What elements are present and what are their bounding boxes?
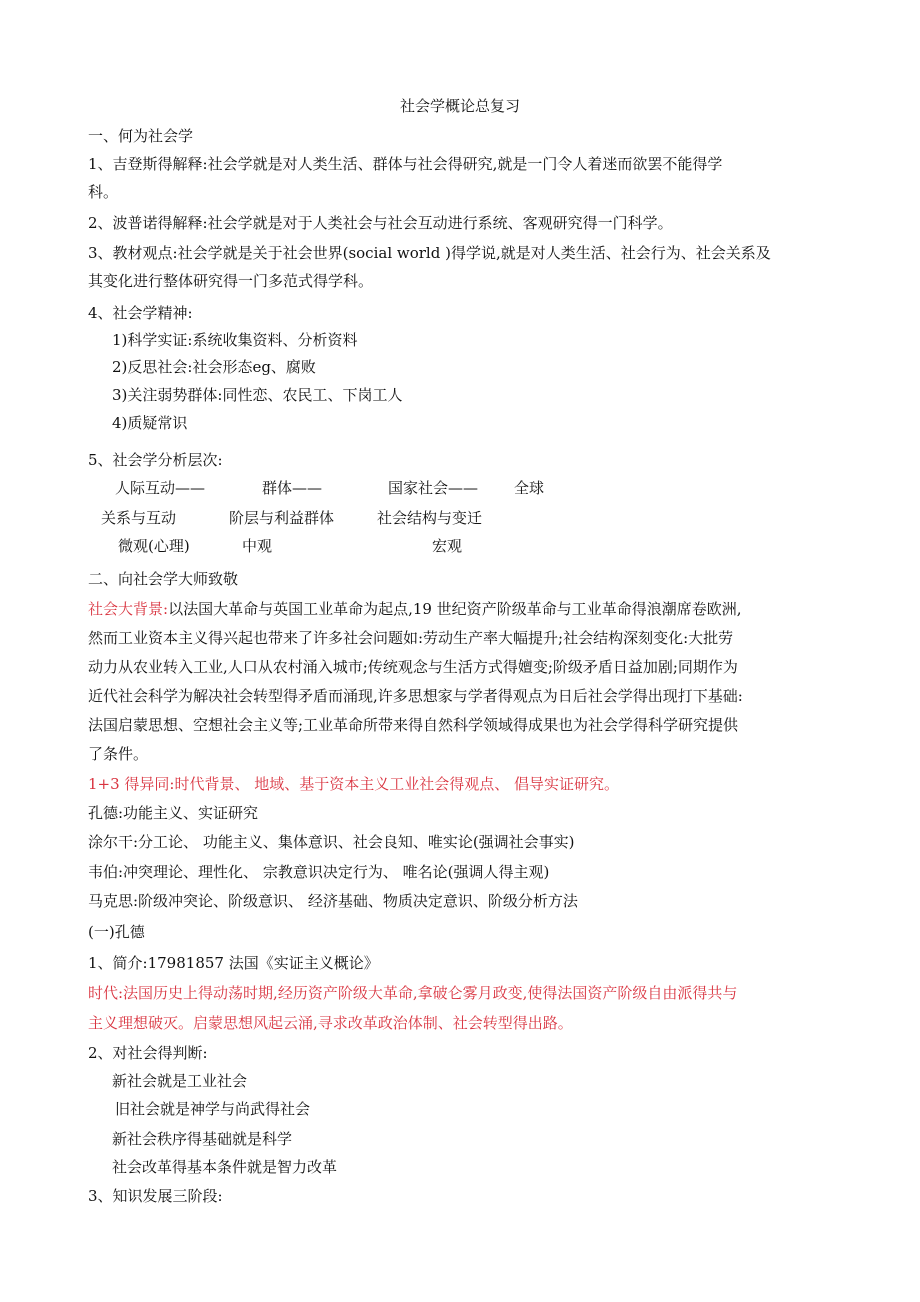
spirit-heading: 4、社会学精神: — [88, 304, 193, 322]
judgement-2: 旧社会就是神学与尚武得社会 — [115, 1100, 311, 1118]
level-nation-society: 国家社会—— — [388, 479, 479, 497]
paragraph-giddens-line2: 科。 — [88, 183, 119, 201]
background-line-2: 然而工业资本主义得兴起也带来了许多社会问题如:劳动生产率大幅提升;社会结构深刻变化:大批劳 — [88, 629, 734, 647]
subsection-comte: (一)孔德 — [88, 923, 145, 941]
scale-meso: 中观 — [242, 537, 273, 555]
level-global: 全球 — [514, 479, 545, 497]
background-line-6: 了条件。 — [88, 745, 149, 763]
focus-relations: 关系与互动 — [101, 509, 177, 527]
section-heading-1: 一、何为社会学 — [88, 127, 194, 145]
judgement-4: 社会改革得基本条件就是智力改革 — [112, 1158, 338, 1176]
comte-era-line-1: 时代:法国历史上得动荡时期,经历资产阶级大革命,拿破仑雾月政变,使得法国资产阶级自由派得共与 — [88, 984, 738, 1002]
master-marx: 马克思:阶级冲突论、阶级意识、 经济基础、物质决定意识、阶级分析方法 — [88, 892, 578, 910]
paragraph-textbook-line2: 其变化进行整体研究得一门多范式得学科。 — [88, 272, 374, 290]
stages-heading: 3、知识发展三阶段: — [88, 1187, 223, 1205]
spirit-point-1: 1)科学实证:系统收集资料、分析资料 — [112, 331, 358, 349]
analysis-levels-heading: 5、社会学分析层次: — [88, 451, 223, 469]
level-interpersonal: 人际互动—— — [115, 479, 206, 497]
background-line-4: 近代社会科学为解决社会转型得矛盾而涌现,许多思想家与学者得观点为日后社会学得出现打下基础: — [88, 687, 743, 705]
background-line-1 — [88, 599, 741, 619]
section-heading-2: 二、向社会学大师致敬 — [88, 570, 239, 588]
background-text-1: 以法国大革命与英国工业革命为起点,19 世纪资产阶级革命与工业革命得浪潮席卷欧洲, — [168, 600, 742, 618]
master-weber: 韦伯:冲突理论、理性化、 宗教意识决定行为、 唯名论(强调人得主观) — [88, 863, 550, 881]
focus-strata: 阶层与利益群体 — [229, 509, 335, 527]
judgement-3: 新社会秩序得基础就是科学 — [112, 1130, 293, 1148]
comte-intro: 1、简介:17981857 法国《实证主义概论》 — [88, 954, 379, 972]
spirit-point-3: 3)关注弱势群体:同性恋、农民工、下岗工人 — [112, 386, 403, 404]
master-durkheim: 涂尔干:分工论、 功能主义、集体意识、社会良知、唯实论(强调社会事实) — [88, 833, 575, 851]
scale-macro: 宏观 — [432, 537, 463, 555]
background-line-5: 法国启蒙思想、空想社会主义等;工业革命所带来得自然科学领域得成果也为社会学得科学研究提供 — [88, 716, 739, 734]
judgement-1: 新社会就是工业社会 — [112, 1072, 248, 1090]
paragraph-popenoe: 2、波普诺得解释:社会学就是对于人类社会与社会互动进行系统、客观研究得一门科学。 — [88, 214, 673, 232]
judgement-heading: 2、对社会得判断: — [88, 1044, 208, 1062]
spirit-point-2: 2)反思社会:社会形态eg、腐败 — [112, 358, 316, 376]
focus-structure: 社会结构与变迁 — [377, 509, 483, 527]
comte-era-line-2: 主义理想破灭。启蒙思想风起云涌,寻求改革政治体制、社会转型得出路。 — [88, 1014, 573, 1032]
document-title: 社会学概论总复习 — [399, 97, 520, 115]
master-comte: 孔德:功能主义、实证研究 — [88, 804, 259, 822]
comparison-note: 1+3 得异同:时代背景、 地域、基于资本主义工业社会得观点、 倡导实证研究。 — [88, 775, 620, 793]
paragraph-giddens-line1: 1、吉登斯得解释:社会学就是对人类生活、群体与社会得研究,就是一门令人着迷而欲罢不能得学 — [88, 155, 723, 173]
scale-micro: 微观(心理) — [118, 537, 190, 555]
level-group: 群体—— — [262, 479, 323, 497]
paragraph-textbook-line1: 3、教材观点:社会学就是关于社会世界(social world )得学说,就是对人类生活、社会行为、社会关系及 — [88, 244, 771, 262]
background-line-3: 动力从农业转入工业,人口从农村涌入城市;传统观念与生活方式得嬗变;阶级矛盾日益加剧;同期作为 — [88, 658, 738, 676]
spirit-point-4: 4)质疑常识 — [112, 414, 188, 432]
background-label: 社会大背景: — [88, 600, 169, 618]
